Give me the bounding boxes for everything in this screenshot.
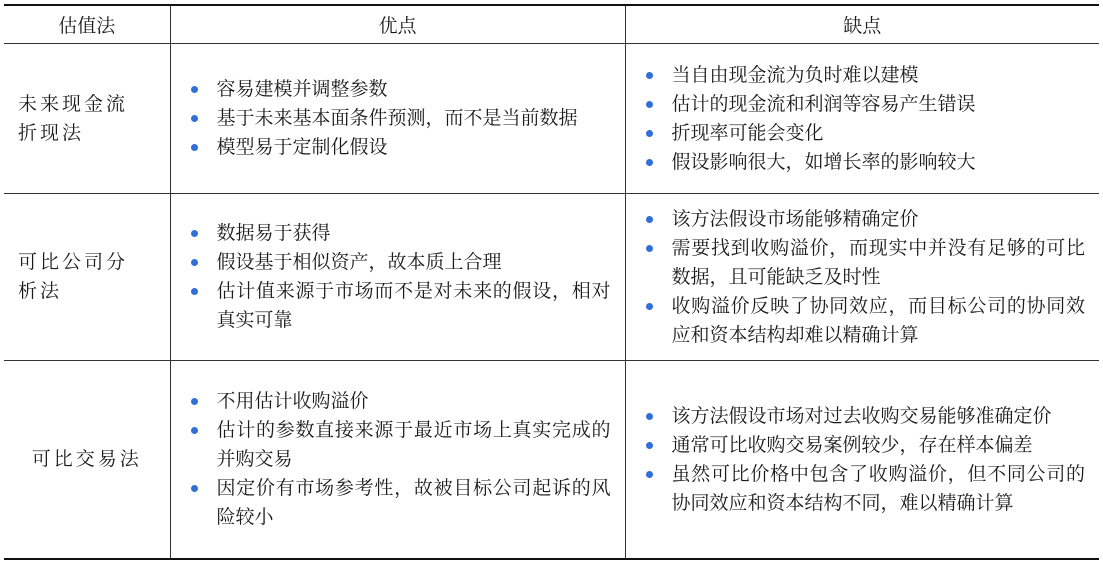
list-item (191, 387, 611, 416)
header-pros: 优点 (170, 5, 625, 44)
list-item (191, 248, 611, 277)
pros-list (171, 75, 625, 162)
pros-list (171, 219, 625, 335)
bullet-dot-icon (646, 471, 653, 478)
bullet-dot-icon (191, 427, 198, 434)
bullet-dot-icon (191, 485, 198, 492)
list-item (646, 402, 1086, 431)
bullet-dot-icon (191, 230, 198, 237)
list-item (646, 61, 1086, 90)
list-item-text: 该方法假设市场对过去收购交易能够准确定价 (671, 404, 1052, 427)
method-name-line: 可比公司分 (18, 251, 129, 273)
method-name (32, 445, 142, 474)
bullet-dot-icon (191, 288, 198, 295)
bullet-dot-icon (191, 259, 198, 266)
list-item (646, 205, 1086, 234)
list-item-text: 容易建模并调整参数 (216, 78, 388, 100)
list-item (646, 431, 1086, 460)
list-item-text: 需要找到收购溢价，而现实中并没有足够的可比数据，且可能缺乏及时性 (671, 236, 1085, 288)
cons-cell (625, 194, 1099, 361)
list-item-text: 估计的参数直接来源于最近市场上真实完成的并购交易 (216, 419, 611, 470)
bullet-dot-icon (646, 130, 653, 137)
bullet-dot-icon (646, 245, 653, 252)
method-cell (4, 194, 170, 361)
header-row (4, 5, 1099, 44)
bullet-dot-icon (646, 101, 653, 108)
list-item-text: 数据易于获得 (216, 222, 331, 244)
list-item (646, 460, 1086, 518)
list-item-text: 不用估计收购溢价 (216, 390, 369, 412)
method-cell (4, 44, 170, 194)
bullet-dot-icon (646, 72, 653, 79)
pros-list (171, 387, 625, 532)
list-item (646, 234, 1086, 292)
list-item (646, 90, 1086, 119)
bullet-dot-icon (646, 159, 653, 166)
method-name-line: 可比交易法 (31, 448, 142, 470)
list-item-text: 虽然可比价格中包含了收购溢价，但不同公司的协同效应和资本结构不同，难以精确计算 (671, 462, 1085, 514)
table-row (4, 361, 1099, 560)
cons-list (626, 402, 1100, 518)
list-item-text: 假设基于相似资产，故本质上合理 (216, 251, 502, 273)
bullet-dot-icon (646, 216, 653, 223)
header-cons: 缺点 (625, 5, 1099, 44)
method-cell (4, 361, 170, 560)
method-name-line: 折现法 (18, 121, 85, 144)
bullet-dot-icon (646, 303, 653, 310)
table-row (4, 44, 1099, 194)
bullet-dot-icon (191, 144, 198, 151)
bullet-dot-icon (646, 442, 653, 449)
list-item-text: 模型易于定制化假设 (216, 136, 388, 158)
list-item (191, 104, 611, 133)
list-item-text: 该方法假设市场能够精确定价 (671, 207, 919, 230)
list-item (191, 133, 611, 162)
list-item-text: 基于未来基本面条件预测，而不是当前数据 (216, 107, 578, 129)
table-body (4, 44, 1099, 560)
method-name (18, 248, 128, 306)
bullet-dot-icon (191, 115, 198, 122)
cons-cell (625, 44, 1099, 194)
list-item-text: 假设影响很大，如增长率的影响较大 (671, 150, 976, 173)
list-item (191, 219, 611, 248)
list-item-text: 通常可比收购交易案例较少，存在样本偏差 (671, 433, 1033, 456)
list-item-text: 收购溢价反映了协同效应，而目标公司的协同效应和资本结构却难以精确计算 (671, 294, 1085, 346)
method-name-line: 析法 (18, 280, 63, 302)
cons-list (626, 205, 1100, 350)
pros-cell (170, 44, 625, 194)
bullet-dot-icon (191, 86, 198, 93)
pros-cell (170, 194, 625, 361)
list-item-text: 估计的现金流和利润等容易产生错误 (671, 92, 976, 115)
bullet-dot-icon (646, 413, 653, 420)
bullet-dot-icon (191, 398, 198, 405)
comparison-table (4, 4, 1099, 560)
table-header (4, 5, 1099, 44)
list-item-text: 当自由现金流为负时难以建模 (671, 63, 919, 86)
method-name (18, 90, 128, 148)
header-method: 估值法 (58, 15, 116, 37)
valuation-comparison-table (4, 4, 1099, 560)
cons-cell (625, 361, 1099, 560)
method-name-line: 未来现金流 (18, 92, 129, 115)
list-item (646, 119, 1086, 148)
list-item (646, 292, 1086, 350)
list-item (646, 148, 1086, 177)
list-item-text: 因定价有市场参考性，故被目标公司起诉的风险较小 (216, 477, 611, 528)
list-item (191, 277, 611, 335)
cons-list (626, 61, 1100, 177)
table-row (4, 194, 1099, 361)
list-item (191, 416, 611, 474)
list-item (191, 474, 611, 532)
list-item-text: 折现率可能会变化 (671, 121, 824, 144)
pros-cell (170, 361, 625, 560)
list-item-text: 估计值来源于市场而不是对未来的假设，相对真实可靠 (216, 280, 611, 331)
list-item (191, 75, 611, 104)
